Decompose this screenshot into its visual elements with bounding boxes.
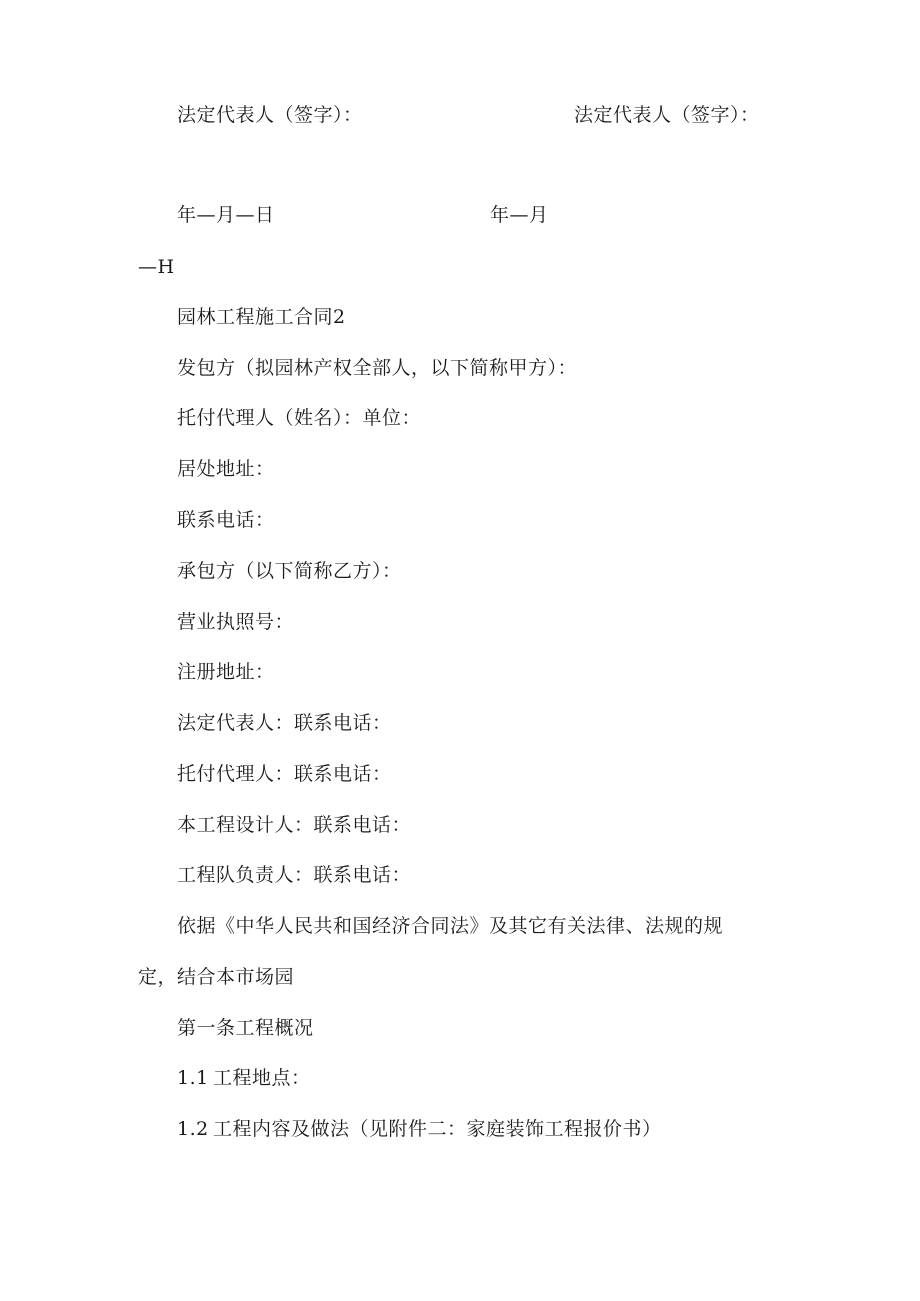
item-1-2-number: 1.2 — [177, 1118, 209, 1140]
article-1-heading: 第一条工程概况 — [177, 1017, 314, 1039]
designer-line: 本工程设计人：联系电话： — [177, 814, 412, 836]
agent2-line: 托付代理人：联系电话： — [177, 763, 392, 785]
agent-line: 托付代理人（姓名）：单位： — [177, 407, 422, 429]
date-right: 年—月 — [490, 204, 549, 226]
phone-line: 联系电话： — [177, 509, 275, 531]
date-left: 年—月—日 — [177, 204, 275, 226]
date-continuation: —H — [138, 256, 175, 278]
party-a-line: 发包方（拟园林产权全部人，以下简称甲方）： — [177, 357, 578, 379]
item-1-2 — [177, 1117, 662, 1141]
reg-address-line: 注册地址： — [177, 661, 275, 683]
item-1-2-text: 工程内容及做法（见附件二：家庭装饰工程报价书） — [213, 1118, 662, 1140]
signature-label-left: 法定代表人（签字）： — [177, 104, 363, 126]
party-b-line: 承包方（以下简称乙方）： — [177, 560, 402, 582]
basis-line-2: 定，结合本市场园 — [138, 966, 295, 988]
item-1-1-number: 1.1 — [177, 1067, 209, 1089]
license-line: 营业执照号： — [177, 611, 295, 633]
legal-rep-line: 法定代表人：联系电话： — [177, 712, 392, 734]
team-lead-line: 工程队负责人：联系电话： — [177, 864, 412, 886]
residence-line: 居处地址： — [177, 458, 275, 480]
signature-label-right: 法定代表人（签字）： — [574, 104, 760, 126]
item-1-1 — [177, 1066, 311, 1090]
item-1-1-text: 工程地点： — [213, 1067, 311, 1089]
contract-title: 园林工程施工合同2 — [177, 306, 346, 328]
basis-line-1: 依据《中华人民共和国经济合同法》及其它有关法律、法规的规 — [177, 915, 724, 937]
